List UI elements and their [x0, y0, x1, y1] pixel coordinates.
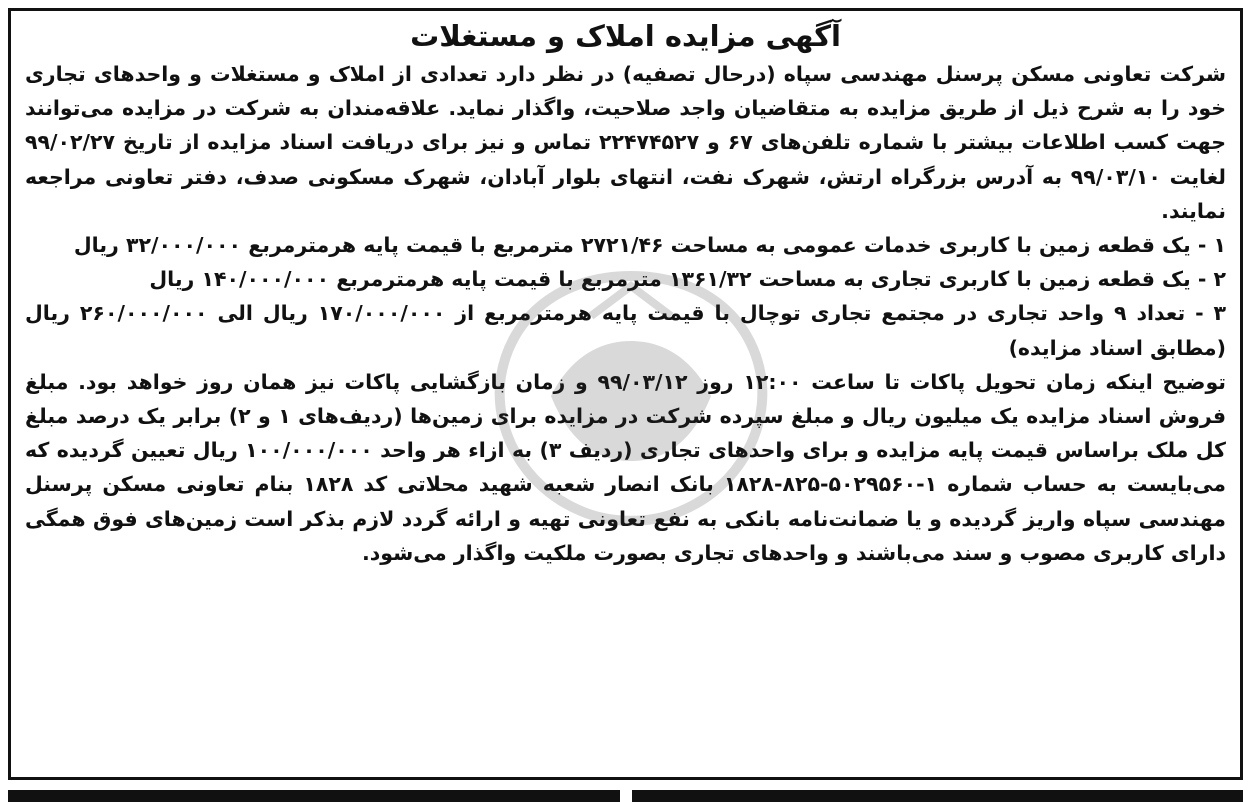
auction-item-1: ۱ - یک قطعه زمین با کاربری خدمات عمومی به مساحت ۲۷۲۱/۴۶ مترمربع با قیمت پایه هرمترمربع ۳۲/۰۰۰/۰۰۰ ریال: [73, 233, 1226, 258]
intro-paragraph: [25, 57, 1226, 228]
bottom-border-left: [8, 790, 620, 802]
bank-account-info: ۱-۵۰۲۹۵۶۰-۸۲۵-۱۸۲۸ بانک انصار شعبه شهید محلاتی کد ۱۸۲۸ بنام تعاونی مسکن پرسنل مهندسی سپاه: [25, 472, 1226, 531]
notice-body: [25, 57, 1226, 570]
note-text-2: واریز گردیده و یا ضمانت‌نامه بانکی به نفع تعاونی تهیه و ارائه گردد لازم بذکر است زمین‌های فوق همگی دارای کاربری مصوب و سند می‌باشند و واحدهای تجاری بصورت ملکیت واگذار می‌شود.: [25, 506, 1226, 565]
notice-title: آگهی مزایده املاک و مستغلات: [410, 19, 841, 53]
note-paragraph: [25, 365, 1226, 570]
auction-item-2: ۲ - یک قطعه زمین با کاربری تجاری به مساحت ۱۳۶۱/۳۲ مترمربع با قیمت پایه هرمترمربع ۱۴۰/۰۰۰/۰۰۰ ریال: [149, 267, 1226, 292]
auction-item-3: ۳ - تعداد ۹ واحد تجاری در مجتمع تجاری توچال با قیمت پایه هرمترمربع از ۱۷۰/۰۰۰/۰۰۰ ریال الی ۲۶۰/۰۰۰/۰۰۰ ریال (مطابق اسناد مزایده): [25, 301, 1227, 360]
bottom-border-right: [632, 790, 1243, 802]
intro-text: در نظر دارد تعدادی از املاک و مستغلات و واحدهای تجاری خود را به شرح ذیل از طریق مزایده به متقاضیان واجد صلاحیت، واگذار نماید. علاقه‌مندان به شرکت در مزایده می‌توانند جهت کسب اطلاعات بیشتر با شماره تلفن‌های ۶۷ و ۲۲۴۷۴۵۲۷ تماس و نیز برای دریافت اسناد مزایده از تاریخ ۹۹/۰۲/۲۷ لغایت ۹۹/۰۳/۱۰ به آدرس بزرگراه ارتش، شهرک نفت، انتهای بلوار آبادان، شهرک مسکونی صدف، دفتر تعاونی مراجعه نمایند.: [25, 62, 1226, 223]
note-text-1: توضیح اینکه زمان تحویل پاکات تا ساعت ۱۲:۰۰ روز ۹۹/۰۳/۱۲ و زمان بازگشایی پاکات نیز همان روز خواهد بود. مبلغ فروش اسناد مزایده یک میلیون ریال و مبلغ سپرده شرکت در مزایده برای زمین‌ها (ردیف‌های ۱ و ۲) برابر یک درصد مبلغ کل ملک براساس قیمت پایه مزایده و برای واحدهای تجاری (ردیف ۳) به ازاء هر واحد ۱۰۰/۰۰۰/۰۰۰ ریال تعیین گردیده که می‌بایست به حساب شماره: [25, 369, 1227, 497]
company-name: شرکت تعاونی مسکن پرسنل مهندسی سپاه (درحال تصفیه): [622, 62, 1226, 86]
auction-notice: [8, 8, 1243, 780]
